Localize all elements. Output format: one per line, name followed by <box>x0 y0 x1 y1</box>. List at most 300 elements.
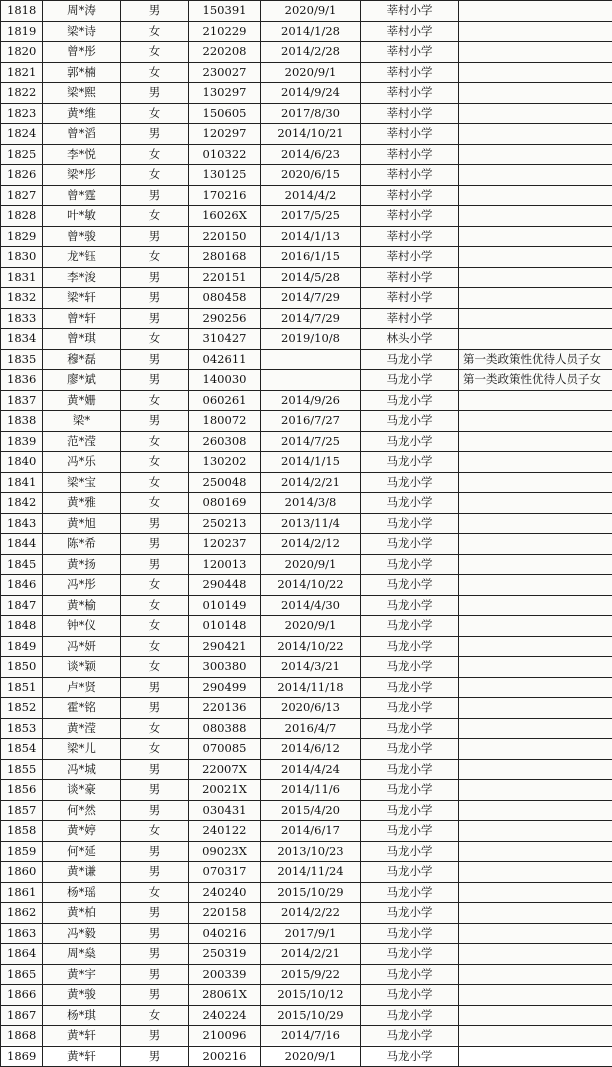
school-name: 马龙小学 <box>361 821 459 842</box>
id-fragment: 310427 <box>189 329 261 350</box>
student-sex: 女 <box>121 1005 189 1026</box>
date-cell: 2017/5/25 <box>261 206 361 227</box>
table-row <box>1 144 612 165</box>
id-fragment: 290448 <box>189 575 261 596</box>
student-sex: 女 <box>121 103 189 124</box>
table-row <box>1 185 612 206</box>
school-name: 莘村小学 <box>361 144 459 165</box>
table-row <box>1 21 612 42</box>
date-cell: 2014/9/26 <box>261 390 361 411</box>
table-row <box>1 595 612 616</box>
student-sex: 女 <box>121 575 189 596</box>
id-fragment: 260308 <box>189 431 261 452</box>
student-sex: 男 <box>121 1 189 22</box>
student-sex: 男 <box>121 411 189 432</box>
school-name: 莘村小学 <box>361 267 459 288</box>
student-sex: 女 <box>121 247 189 268</box>
table-row <box>1 390 612 411</box>
student-sex: 男 <box>121 534 189 555</box>
table-body <box>1 1 612 1067</box>
student-name: 黄*骏 <box>43 985 121 1006</box>
date-cell: 2014/5/28 <box>261 267 361 288</box>
id-fragment: 060261 <box>189 390 261 411</box>
table-row <box>1 83 612 104</box>
school-name: 莘村小学 <box>361 42 459 63</box>
remark-cell <box>459 185 612 206</box>
id-fragment: 200339 <box>189 964 261 985</box>
student-sex: 女 <box>121 472 189 493</box>
id-fragment: 220150 <box>189 226 261 247</box>
table-row <box>1 349 612 370</box>
id-fragment: 210229 <box>189 21 261 42</box>
student-name: 周*燊 <box>43 944 121 965</box>
remark-cell <box>459 472 612 493</box>
row-number: 1868 <box>1 1026 43 1047</box>
id-fragment: 220208 <box>189 42 261 63</box>
school-name: 马龙小学 <box>361 513 459 534</box>
id-fragment: 20021X <box>189 780 261 801</box>
student-name: 梁* <box>43 411 121 432</box>
school-name: 莘村小学 <box>361 1 459 22</box>
remark-cell <box>459 554 612 575</box>
remark-cell <box>459 267 612 288</box>
student-sex: 女 <box>121 595 189 616</box>
student-sex: 女 <box>121 739 189 760</box>
remark-cell <box>459 21 612 42</box>
school-name: 马龙小学 <box>361 1005 459 1026</box>
row-number: 1858 <box>1 821 43 842</box>
student-sex: 男 <box>121 226 189 247</box>
student-sex: 女 <box>121 718 189 739</box>
table-row <box>1 1005 612 1026</box>
row-number: 1857 <box>1 800 43 821</box>
school-name: 马龙小学 <box>361 636 459 657</box>
date-cell: 2014/11/6 <box>261 780 361 801</box>
student-name: 梁*诗 <box>43 21 121 42</box>
table-row <box>1 411 612 432</box>
table-row <box>1 165 612 186</box>
student-sex: 女 <box>121 657 189 678</box>
id-fragment: 220158 <box>189 903 261 924</box>
remark-cell <box>459 1046 612 1067</box>
date-cell: 2014/1/13 <box>261 226 361 247</box>
remark-cell <box>459 985 612 1006</box>
student-sex: 男 <box>121 288 189 309</box>
date-cell: 2015/9/22 <box>261 964 361 985</box>
id-fragment: 080388 <box>189 718 261 739</box>
table-row <box>1 1026 612 1047</box>
student-name: 冯*彤 <box>43 575 121 596</box>
date-cell: 2015/10/29 <box>261 1005 361 1026</box>
id-fragment: 250048 <box>189 472 261 493</box>
student-name: 范*滢 <box>43 431 121 452</box>
remark-cell <box>459 657 612 678</box>
row-number: 1848 <box>1 616 43 637</box>
student-name: 梁*宝 <box>43 472 121 493</box>
table-row <box>1 206 612 227</box>
row-number: 1824 <box>1 124 43 145</box>
student-sex: 男 <box>121 862 189 883</box>
school-name: 马龙小学 <box>361 390 459 411</box>
table-row <box>1 882 612 903</box>
id-fragment: 230027 <box>189 62 261 83</box>
student-name: 廖*斌 <box>43 370 121 391</box>
school-name: 莘村小学 <box>361 206 459 227</box>
student-sex: 男 <box>121 677 189 698</box>
table-row <box>1 964 612 985</box>
date-cell: 2014/11/18 <box>261 677 361 698</box>
id-fragment: 280168 <box>189 247 261 268</box>
school-name: 马龙小学 <box>361 780 459 801</box>
school-name: 莘村小学 <box>361 247 459 268</box>
date-cell: 2014/9/24 <box>261 83 361 104</box>
table-row <box>1 923 612 944</box>
date-cell: 2014/2/21 <box>261 472 361 493</box>
row-number: 1826 <box>1 165 43 186</box>
student-name: 黄*柏 <box>43 903 121 924</box>
table-row <box>1 103 612 124</box>
remark-cell <box>459 513 612 534</box>
remark-cell <box>459 821 612 842</box>
date-cell: 2014/6/23 <box>261 144 361 165</box>
remark-cell: 第一类政策性优待人员子女 <box>459 370 612 391</box>
date-cell: 2019/10/8 <box>261 329 361 350</box>
row-number: 1866 <box>1 985 43 1006</box>
remark-cell <box>459 862 612 883</box>
row-number: 1864 <box>1 944 43 965</box>
table-row <box>1 247 612 268</box>
row-number: 1869 <box>1 1046 43 1067</box>
row-number: 1851 <box>1 677 43 698</box>
student-name: 杨*瑶 <box>43 882 121 903</box>
date-cell <box>261 349 361 370</box>
date-cell: 2016/1/15 <box>261 247 361 268</box>
student-name: 黄*扬 <box>43 554 121 575</box>
table-row <box>1 493 612 514</box>
student-sex: 男 <box>121 349 189 370</box>
id-fragment: 290421 <box>189 636 261 657</box>
student-sex: 女 <box>121 493 189 514</box>
row-number: 1818 <box>1 1 43 22</box>
remark-cell <box>459 452 612 473</box>
remark-cell <box>459 493 612 514</box>
student-name: 曾*霆 <box>43 185 121 206</box>
date-cell: 2014/10/22 <box>261 636 361 657</box>
id-fragment: 240122 <box>189 821 261 842</box>
table-row <box>1 636 612 657</box>
remark-cell <box>459 103 612 124</box>
student-name: 周*涛 <box>43 1 121 22</box>
school-name: 马龙小学 <box>361 739 459 760</box>
student-sex: 女 <box>121 206 189 227</box>
id-fragment: 170216 <box>189 185 261 206</box>
id-fragment: 09023X <box>189 841 261 862</box>
table-row <box>1 944 612 965</box>
remark-cell <box>459 759 612 780</box>
date-cell: 2015/10/12 <box>261 985 361 1006</box>
school-name: 马龙小学 <box>361 800 459 821</box>
id-fragment: 130202 <box>189 452 261 473</box>
school-name: 马龙小学 <box>361 616 459 637</box>
student-sex: 男 <box>121 841 189 862</box>
id-fragment: 040216 <box>189 923 261 944</box>
row-number: 1845 <box>1 554 43 575</box>
student-name: 何*然 <box>43 800 121 821</box>
remark-cell <box>459 165 612 186</box>
date-cell: 2014/10/22 <box>261 575 361 596</box>
school-name: 马龙小学 <box>361 677 459 698</box>
date-cell: 2020/6/15 <box>261 165 361 186</box>
table-row <box>1 370 612 391</box>
table-row <box>1 329 612 350</box>
id-fragment: 080458 <box>189 288 261 309</box>
table-row <box>1 800 612 821</box>
row-number: 1852 <box>1 698 43 719</box>
row-number: 1843 <box>1 513 43 534</box>
id-fragment: 080169 <box>189 493 261 514</box>
table-row <box>1 841 612 862</box>
student-name: 黄*姗 <box>43 390 121 411</box>
school-name: 马龙小学 <box>361 452 459 473</box>
row-number: 1829 <box>1 226 43 247</box>
student-sex: 女 <box>121 452 189 473</box>
row-number: 1844 <box>1 534 43 555</box>
id-fragment: 16026X <box>189 206 261 227</box>
student-name: 曾*滔 <box>43 124 121 145</box>
remark-cell <box>459 534 612 555</box>
remark-cell <box>459 841 612 862</box>
school-name: 马龙小学 <box>361 431 459 452</box>
student-sex: 男 <box>121 923 189 944</box>
table-row <box>1 780 612 801</box>
date-cell: 2015/4/20 <box>261 800 361 821</box>
school-name: 马龙小学 <box>361 1026 459 1047</box>
remark-cell <box>459 288 612 309</box>
student-sex: 男 <box>121 370 189 391</box>
table-row <box>1 288 612 309</box>
student-sex: 男 <box>121 759 189 780</box>
student-sex: 女 <box>121 62 189 83</box>
school-name: 林头小学 <box>361 329 459 350</box>
school-name: 莘村小学 <box>361 62 459 83</box>
student-name: 黄*谦 <box>43 862 121 883</box>
date-cell: 2014/3/21 <box>261 657 361 678</box>
student-name: 黄*轩 <box>43 1026 121 1047</box>
table-row <box>1 575 612 596</box>
table-row <box>1 1046 612 1067</box>
id-fragment: 010148 <box>189 616 261 637</box>
row-number: 1839 <box>1 431 43 452</box>
school-name: 马龙小学 <box>361 411 459 432</box>
date-cell: 2020/9/1 <box>261 554 361 575</box>
student-sex: 男 <box>121 513 189 534</box>
id-fragment: 010322 <box>189 144 261 165</box>
school-name: 马龙小学 <box>361 698 459 719</box>
id-fragment: 030431 <box>189 800 261 821</box>
remark-cell <box>459 62 612 83</box>
remark-cell <box>459 226 612 247</box>
school-name: 莘村小学 <box>361 124 459 145</box>
row-number: 1833 <box>1 308 43 329</box>
student-name: 曾*琪 <box>43 329 121 350</box>
row-number: 1850 <box>1 657 43 678</box>
row-number: 1820 <box>1 42 43 63</box>
remark-cell <box>459 1026 612 1047</box>
school-name: 马龙小学 <box>361 759 459 780</box>
date-cell: 2014/7/25 <box>261 431 361 452</box>
student-sex: 男 <box>121 964 189 985</box>
student-name: 黄*轩 <box>43 1046 121 1067</box>
remark-cell <box>459 944 612 965</box>
row-number: 1830 <box>1 247 43 268</box>
student-sex: 男 <box>121 985 189 1006</box>
student-name: 黄*滢 <box>43 718 121 739</box>
remark-cell <box>459 206 612 227</box>
remark-cell <box>459 329 612 350</box>
student-name: 叶*敏 <box>43 206 121 227</box>
date-cell: 2014/1/28 <box>261 21 361 42</box>
id-fragment: 140030 <box>189 370 261 391</box>
table-row <box>1 308 612 329</box>
date-cell: 2020/6/13 <box>261 698 361 719</box>
student-sex: 男 <box>121 903 189 924</box>
row-number: 1836 <box>1 370 43 391</box>
student-name: 梁*彤 <box>43 165 121 186</box>
remark-cell <box>459 431 612 452</box>
student-sex: 女 <box>121 431 189 452</box>
student-sex: 女 <box>121 882 189 903</box>
student-name: 穆*磊 <box>43 349 121 370</box>
remark-cell <box>459 739 612 760</box>
date-cell: 2014/7/29 <box>261 288 361 309</box>
date-cell: 2014/2/12 <box>261 534 361 555</box>
date-cell: 2014/3/8 <box>261 493 361 514</box>
student-name: 李*浚 <box>43 267 121 288</box>
row-number: 1831 <box>1 267 43 288</box>
table-row <box>1 452 612 473</box>
student-name: 黄*维 <box>43 103 121 124</box>
date-cell: 2014/10/21 <box>261 124 361 145</box>
row-number: 1863 <box>1 923 43 944</box>
student-name: 卢*贤 <box>43 677 121 698</box>
date-cell: 2017/9/1 <box>261 923 361 944</box>
date-cell: 2014/2/22 <box>261 903 361 924</box>
student-sex: 男 <box>121 800 189 821</box>
student-sex: 女 <box>121 821 189 842</box>
date-cell: 2016/4/7 <box>261 718 361 739</box>
date-cell: 2014/6/12 <box>261 739 361 760</box>
student-name: 谈*颖 <box>43 657 121 678</box>
table-row <box>1 862 612 883</box>
school-name: 马龙小学 <box>361 944 459 965</box>
table-row <box>1 718 612 739</box>
student-name: 钟*仪 <box>43 616 121 637</box>
id-fragment: 240224 <box>189 1005 261 1026</box>
row-number: 1827 <box>1 185 43 206</box>
id-fragment: 070317 <box>189 862 261 883</box>
school-name: 马龙小学 <box>361 472 459 493</box>
table-row <box>1 554 612 575</box>
school-name: 莘村小学 <box>361 21 459 42</box>
remark-cell <box>459 1 612 22</box>
date-cell: 2020/9/1 <box>261 616 361 637</box>
student-name: 冯*城 <box>43 759 121 780</box>
row-number: 1853 <box>1 718 43 739</box>
student-name: 梁*儿 <box>43 739 121 760</box>
school-name: 马龙小学 <box>361 554 459 575</box>
student-name: 杨*琪 <box>43 1005 121 1026</box>
table-row <box>1 534 612 555</box>
remark-cell <box>459 595 612 616</box>
date-cell: 2014/11/24 <box>261 862 361 883</box>
school-name: 马龙小学 <box>361 923 459 944</box>
school-name: 莘村小学 <box>361 288 459 309</box>
table-row <box>1 472 612 493</box>
id-fragment: 220151 <box>189 267 261 288</box>
student-sex: 男 <box>121 1026 189 1047</box>
student-name: 梁*轩 <box>43 288 121 309</box>
date-cell: 2013/10/23 <box>261 841 361 862</box>
student-name: 龙*钰 <box>43 247 121 268</box>
id-fragment: 120297 <box>189 124 261 145</box>
date-cell: 2020/9/1 <box>261 62 361 83</box>
id-fragment: 290499 <box>189 677 261 698</box>
remark-cell <box>459 882 612 903</box>
date-cell: 2020/9/1 <box>261 1046 361 1067</box>
row-number: 1822 <box>1 83 43 104</box>
row-number: 1862 <box>1 903 43 924</box>
remark-cell <box>459 390 612 411</box>
student-sex: 女 <box>121 144 189 165</box>
table-row <box>1 698 612 719</box>
table-row <box>1 267 612 288</box>
school-name: 马龙小学 <box>361 903 459 924</box>
row-number: 1835 <box>1 349 43 370</box>
student-sex: 男 <box>121 554 189 575</box>
school-name: 马龙小学 <box>361 841 459 862</box>
id-fragment: 300380 <box>189 657 261 678</box>
school-name: 莘村小学 <box>361 103 459 124</box>
table-row <box>1 431 612 452</box>
school-name: 莘村小学 <box>361 185 459 206</box>
table-row <box>1 657 612 678</box>
row-number: 1846 <box>1 575 43 596</box>
table-row <box>1 677 612 698</box>
id-fragment: 130125 <box>189 165 261 186</box>
student-name: 黄*榆 <box>43 595 121 616</box>
school-name: 马龙小学 <box>361 657 459 678</box>
student-name: 黄*旭 <box>43 513 121 534</box>
student-sex: 男 <box>121 185 189 206</box>
id-fragment: 250319 <box>189 944 261 965</box>
date-cell: 2014/4/30 <box>261 595 361 616</box>
school-name: 马龙小学 <box>361 493 459 514</box>
id-fragment: 180072 <box>189 411 261 432</box>
student-sex: 男 <box>121 1046 189 1067</box>
row-number: 1856 <box>1 780 43 801</box>
row-number: 1854 <box>1 739 43 760</box>
id-fragment: 240240 <box>189 882 261 903</box>
row-number: 1847 <box>1 595 43 616</box>
table-row <box>1 62 612 83</box>
date-cell <box>261 370 361 391</box>
table-row <box>1 616 612 637</box>
remark-cell <box>459 636 612 657</box>
student-sex: 男 <box>121 698 189 719</box>
school-name: 马龙小学 <box>361 370 459 391</box>
student-name: 陈*希 <box>43 534 121 555</box>
remark-cell <box>459 677 612 698</box>
